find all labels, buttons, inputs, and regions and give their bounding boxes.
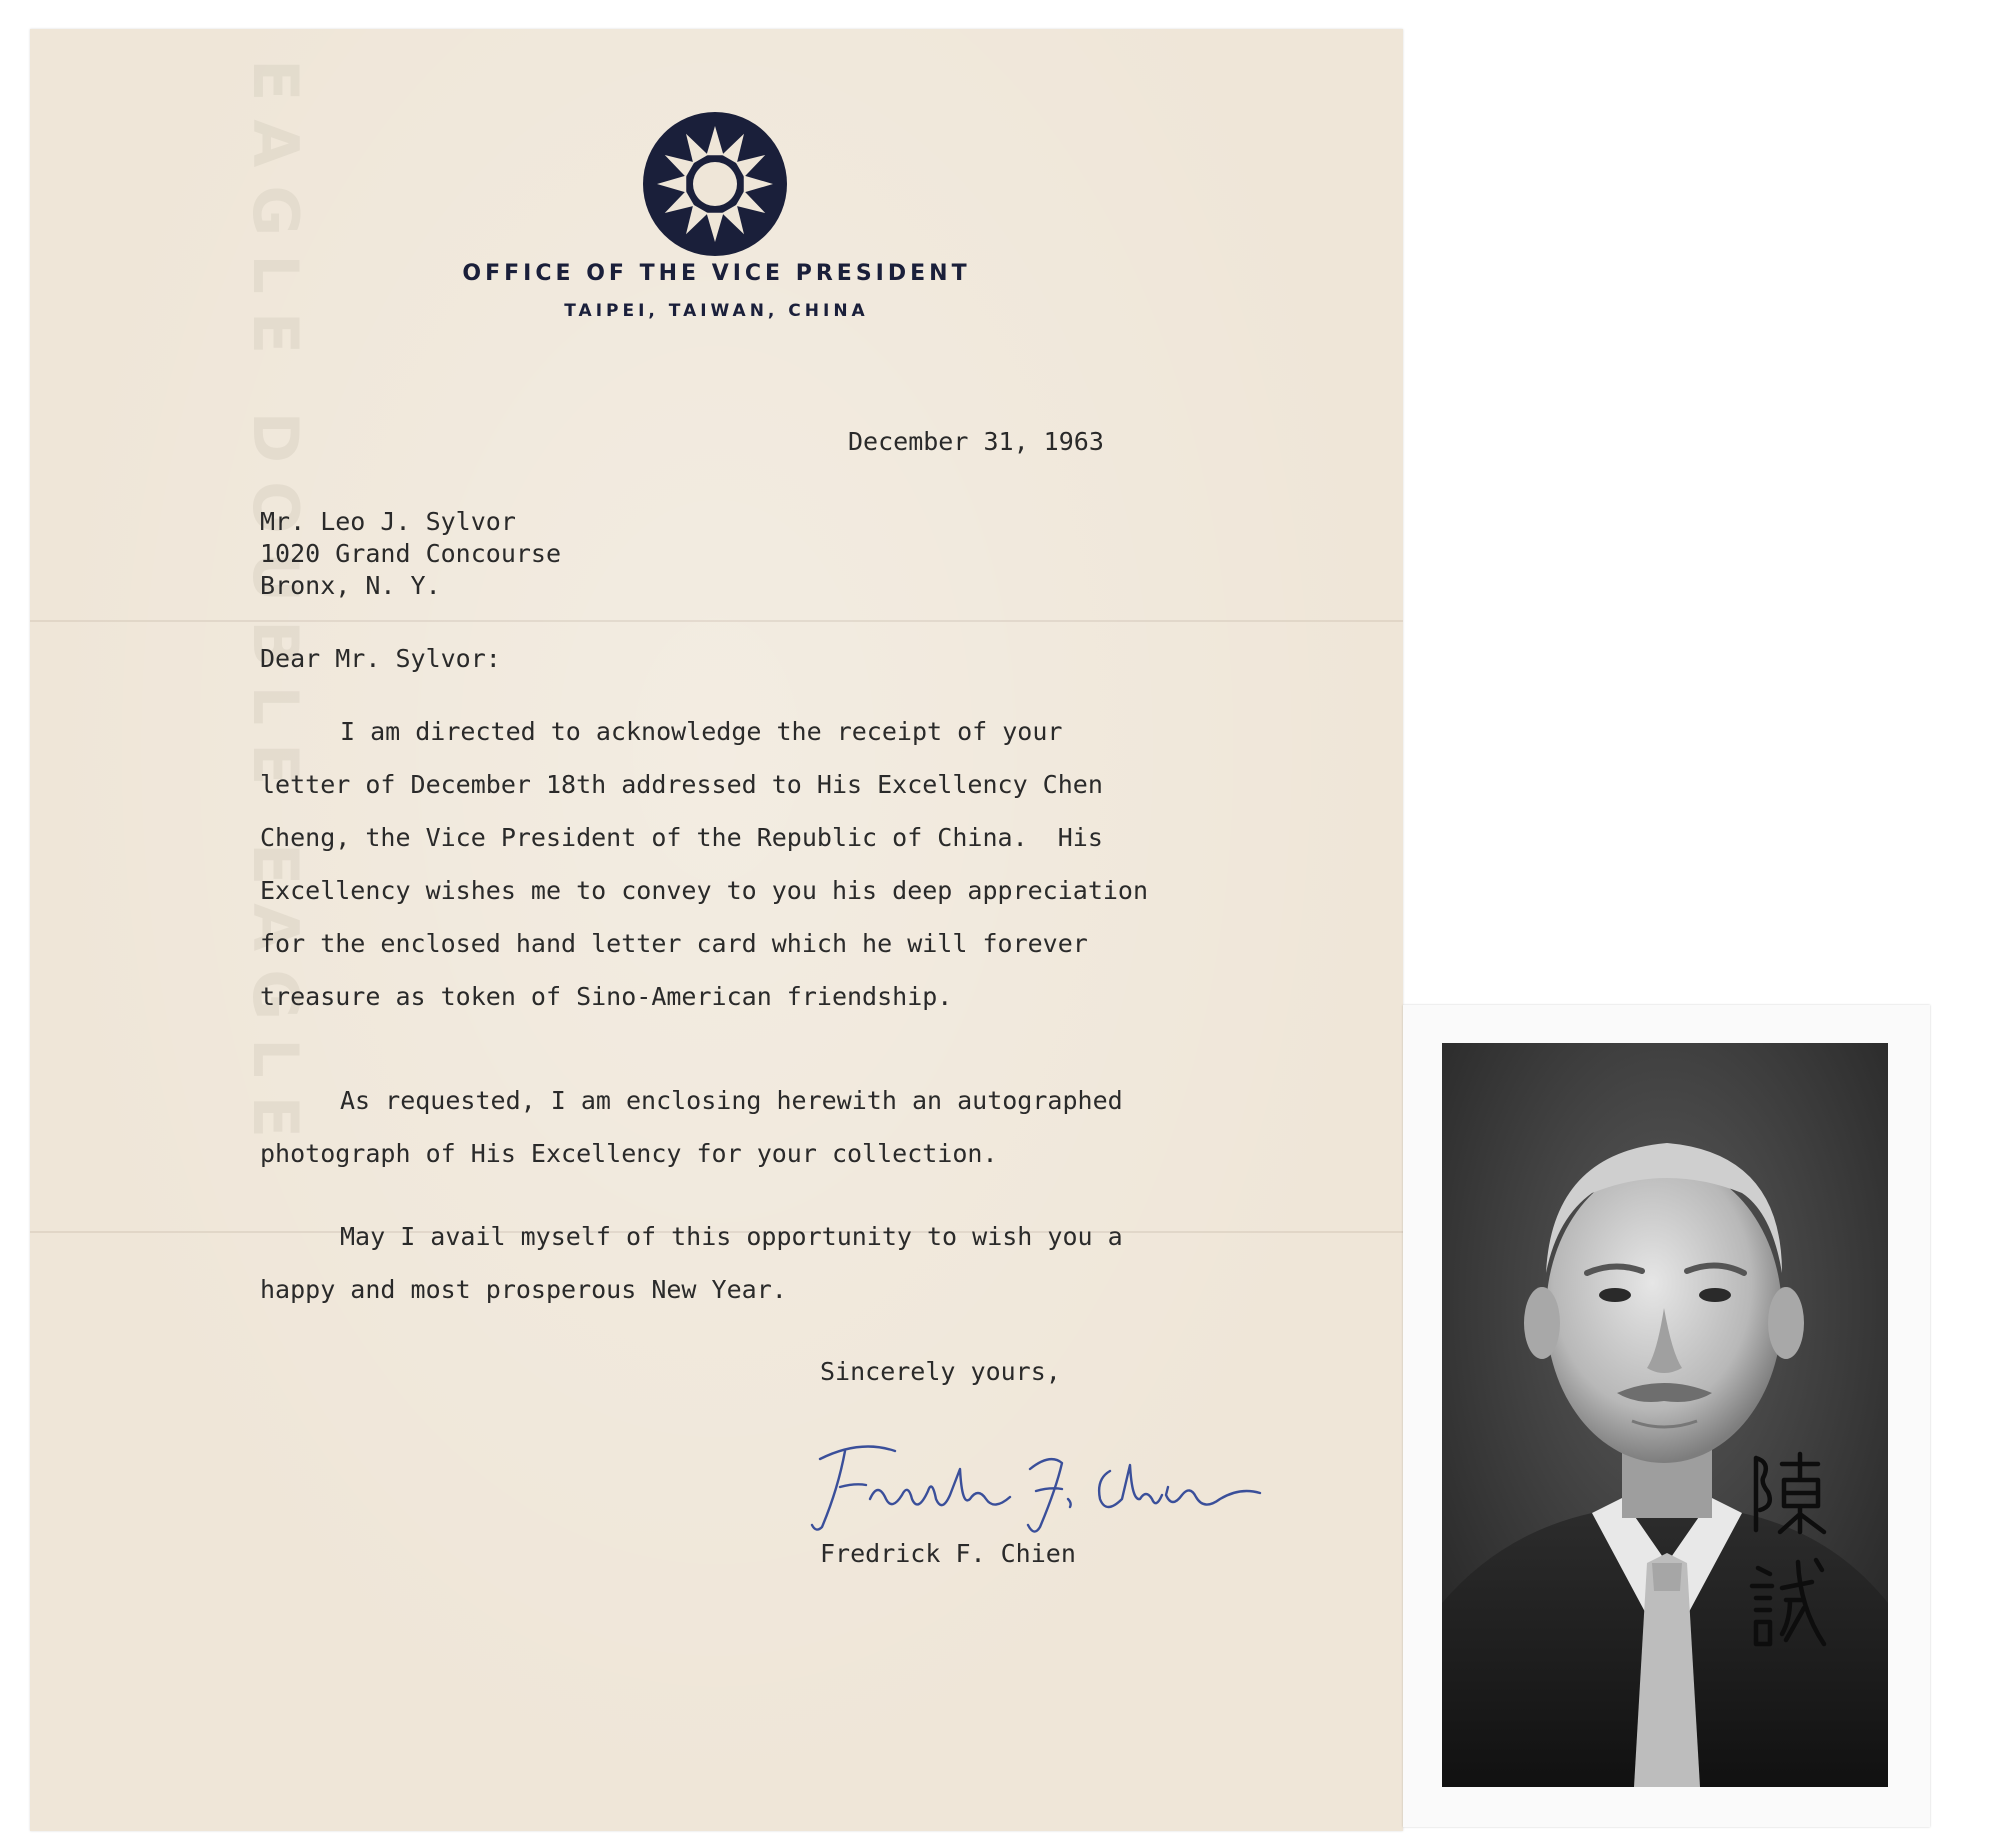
letter-date: December 31, 1963 xyxy=(848,427,1104,456)
body-line: May I avail myself of this opportunity to wish you a xyxy=(340,1222,1123,1251)
recipient-name: Mr. Leo J. Sylvor xyxy=(260,507,516,536)
closing: Sincerely yours, xyxy=(820,1357,1061,1386)
blue-sky-white-sun-emblem-icon xyxy=(642,111,788,257)
body-line: treasure as token of Sino-American friendship. xyxy=(260,982,953,1011)
paper-watermark: EAGLE DOUBLE EAGLE xyxy=(239,59,312,1156)
portrait-illustration xyxy=(1442,1043,1888,1787)
signer-name: Fredrick F. Chien xyxy=(820,1539,1076,1568)
body-paragraph-1 xyxy=(260,705,1260,1023)
handwritten-inscription xyxy=(1742,1448,1832,1658)
body-line: Cheng, the Vice President of the Republic of China. His xyxy=(260,823,1103,852)
letterhead-location: TAIPEI, TAIWAN, CHINA xyxy=(564,301,869,321)
letterhead-title: OFFICE OF THE VICE PRESIDENT xyxy=(462,261,971,286)
letter-sheet xyxy=(30,29,1403,1831)
body-line: As requested, I am enclosing herewith an autographed xyxy=(340,1086,1123,1115)
body-paragraph-3 xyxy=(260,1210,1260,1316)
fold-line xyxy=(30,620,1403,622)
recipient-street: 1020 Grand Concourse xyxy=(260,539,562,568)
body-paragraph-2 xyxy=(260,1074,1260,1180)
body-line: letter of December 18th addressed to His Excellency Chen xyxy=(260,770,1103,799)
body-line: for the enclosed hand letter card which he will forever xyxy=(260,929,1088,958)
handwritten-signature xyxy=(800,1429,1280,1539)
portrait-photo xyxy=(1442,1043,1888,1787)
body-line: happy and most prosperous New Year. xyxy=(260,1275,787,1304)
recipient-city: Bronx, N. Y. xyxy=(260,571,441,600)
body-line: Excellency wishes me to convey to you his deep appreciation xyxy=(260,876,1149,905)
body-line: I am directed to acknowledge the receipt of your xyxy=(340,717,1063,746)
body-line: photograph of His Excellency for your collection. xyxy=(260,1139,998,1168)
salutation: Dear Mr. Sylvor: xyxy=(260,644,501,673)
